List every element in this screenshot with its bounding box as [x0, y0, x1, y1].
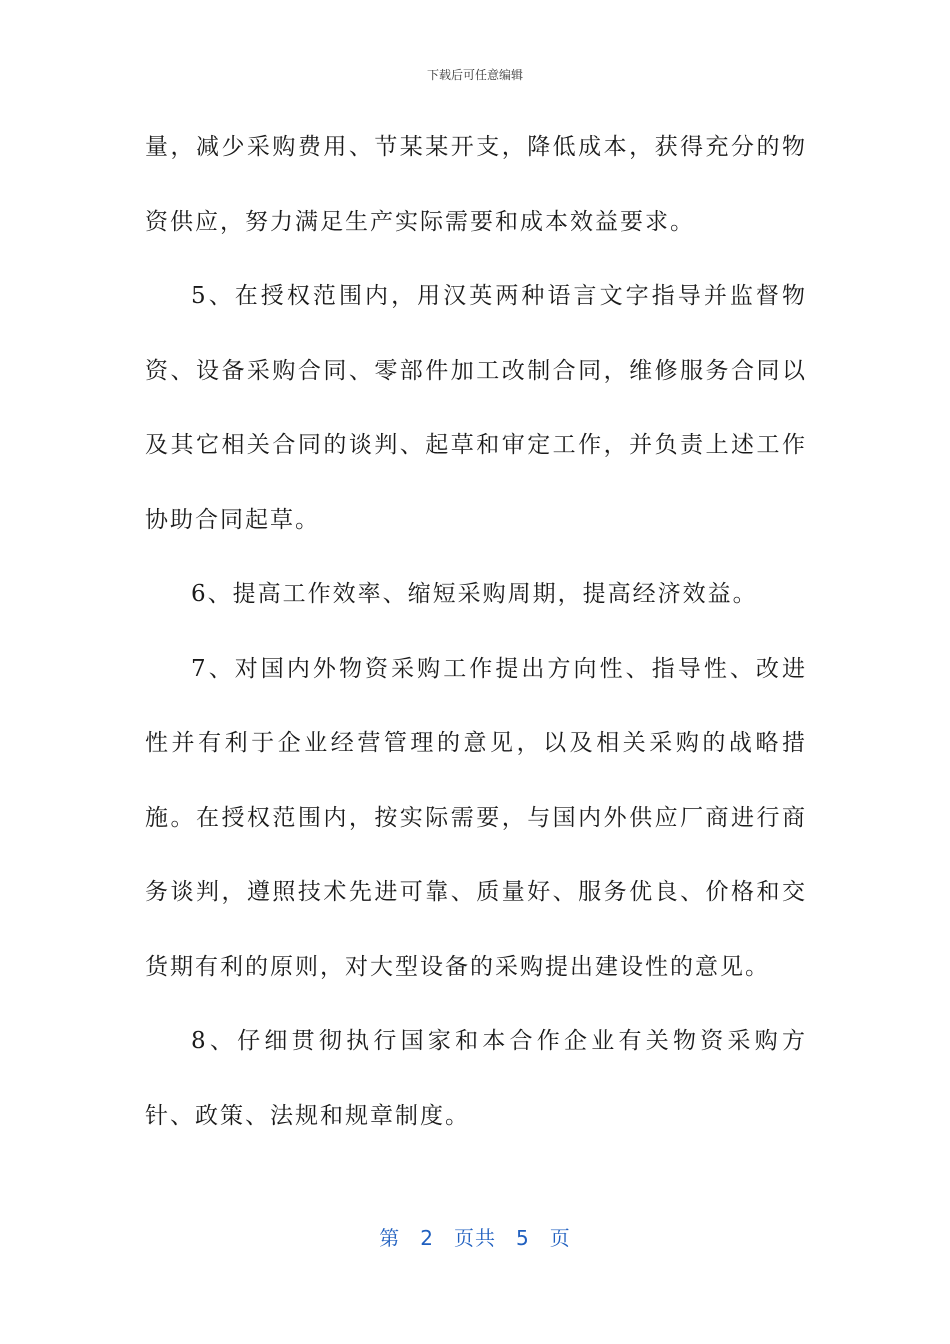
paragraph-continued: 量，减少采购费用、节某某开支，降低成本，获得充分的物资供应，努力满足生产实际需要和成本效益要求。 [145, 134, 807, 235]
footer-middle: 页共 [454, 1226, 496, 1250]
footer-suffix: 页 [549, 1226, 571, 1250]
document-body [145, 110, 807, 1153]
footer-prefix: 第 [379, 1226, 401, 1250]
paragraph-item-5: 5、在授权范围内，用汉英两种语言文字指导并监督物资、设备采购合同、零部件加工改制合同，维修服务合同以及其它相关合同的谈判、起草和审定工作，并负责上述工作协助合同起草。 [145, 283, 807, 533]
paragraph-item-8: 8、仔细贯彻执行国家和本合作企业有关物资采购方针、政策、法规和规章制度。 [145, 1028, 807, 1129]
footer-total-pages: 5 [516, 1226, 530, 1250]
footer-current-page: 2 [420, 1226, 434, 1250]
paragraph-item-7: 7、对国内外物资采购工作提出方向性、指导性、改进性并有利于企业经营管理的意见，以及相关采购的战略措施。在授权范围内，按实际需要，与国内外供应厂商进行商务谈判，遵照技术先进可靠、质量好、服务优良、价格和交货期有利的原则，对大型设备的采购提出建设性的意见。 [145, 655, 807, 980]
paragraph-item-6: 6、提高工作效率、缩短采购周期，提高经济效益。 [191, 581, 758, 607]
header-note: 下载后可任意编辑 [426, 68, 523, 82]
page-number-footer [0, 1222, 950, 1251]
